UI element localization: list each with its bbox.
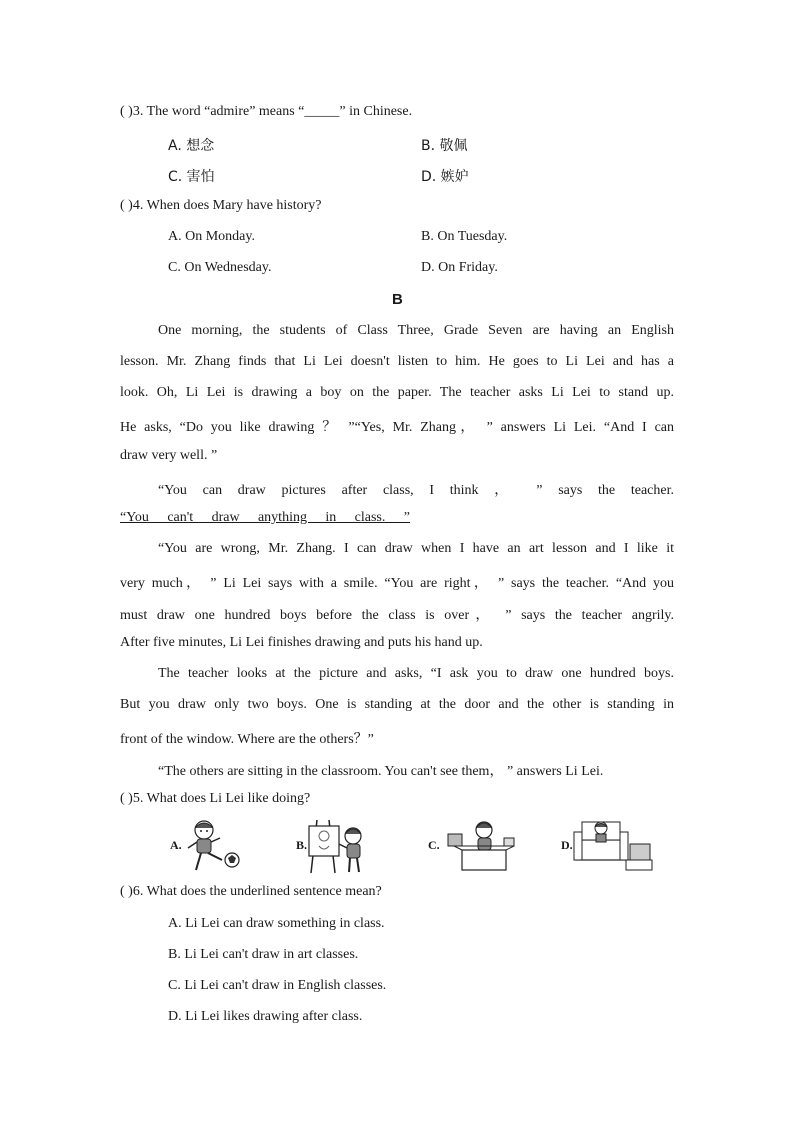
picture-label-c: C. bbox=[428, 838, 440, 852]
passage-line: very much， ” Li Lei says with a smile. “You are right， ” says the teacher. “And you bbox=[120, 576, 674, 591]
boy-playing-football-picture[interactable] bbox=[182, 818, 266, 874]
q6-option-c: C. Li Lei can't draw in English classes. bbox=[168, 978, 387, 993]
question-5 bbox=[120, 791, 310, 807]
underlined-sentence: “You can't draw anything in class. ” bbox=[120, 510, 410, 525]
picture-label-d: D. bbox=[561, 838, 573, 852]
question-text: 6. What does the underlined sentence mean? bbox=[132, 884, 382, 899]
q3-option-c: C. 害怕 bbox=[168, 169, 215, 185]
answer-paren[interactable]: ( ) bbox=[120, 884, 133, 899]
q3-option-a: A. 想念 bbox=[168, 138, 215, 154]
q3-option-d: D. 嫉妒 bbox=[421, 169, 469, 185]
q6-option-b: B. Li Lei can't draw in art classes. bbox=[168, 947, 359, 962]
passage-line: The teacher looks at the picture and asks, “I ask you to draw one hundred boys. bbox=[158, 666, 674, 681]
boy-using-computer-picture[interactable] bbox=[442, 818, 526, 874]
answer-paren[interactable]: ( ) bbox=[120, 198, 133, 213]
question-6 bbox=[120, 884, 382, 900]
passage-line: After five minutes, Li Lei finishes drawing and puts his hand up. bbox=[120, 635, 483, 650]
picture-label-b: B. bbox=[296, 838, 308, 852]
q4-option-c: C. On Wednesday. bbox=[168, 260, 272, 275]
passage-line: “You can draw pictures after class, I think ， ” says the teacher. bbox=[158, 483, 674, 498]
passage-line: “The others are sitting in the classroom. You can't see them， ” answers Li Lei. bbox=[158, 764, 604, 779]
passage-line: He asks, “Do you like drawing ？ ”“Yes, Mr. Zhang， ” answers Li Lei. “And I can bbox=[120, 420, 674, 435]
q6-option-d: D. Li Lei likes drawing after class. bbox=[168, 1009, 363, 1024]
boy-drawing-at-easel-picture[interactable] bbox=[307, 818, 391, 874]
question-3 bbox=[120, 104, 412, 120]
passage-line: One morning, the students of Class Three, Grade Seven are having an English bbox=[158, 323, 674, 338]
passage-line: front of the window. Where are the others？” bbox=[120, 732, 374, 747]
passage-line: must draw one hundred boys before the class is over， ” says the teacher angrily. bbox=[120, 608, 674, 623]
question-text: 5. What does Li Lei like doing? bbox=[132, 791, 311, 806]
q4-option-d: D. On Friday. bbox=[421, 260, 498, 275]
passage-line: draw very well. ” bbox=[120, 448, 218, 463]
passage-line: look. Oh, Li Lei is drawing a boy on the paper. The teacher asks Li Lei to stand up. bbox=[120, 385, 674, 400]
q4-option-a: A. On Monday. bbox=[168, 229, 255, 244]
passage-line: lesson. Mr. Zhang finds that Li Lei doesn't listen to him. He goes to Li Lei and has a bbox=[120, 354, 674, 369]
question-text: 4. When does Mary have history? bbox=[132, 198, 322, 213]
question-text: 3. The word “admire” means “_____” in Chinese. bbox=[132, 104, 413, 119]
q4-option-b: B. On Tuesday. bbox=[421, 229, 508, 244]
boy-watching-tv-picture[interactable] bbox=[572, 818, 656, 874]
section-heading: B bbox=[392, 291, 403, 308]
answer-paren[interactable]: ( ) bbox=[120, 104, 133, 119]
picture-label-a: A. bbox=[170, 838, 182, 852]
q3-option-b: B. 敬佩 bbox=[421, 138, 468, 154]
q6-option-a: A. Li Lei can draw something in class. bbox=[168, 916, 385, 931]
answer-paren[interactable]: ( ) bbox=[120, 791, 133, 806]
passage-line: “You are wrong, Mr. Zhang. I can draw when I have an art lesson and I like it bbox=[158, 541, 674, 556]
question-4 bbox=[120, 198, 322, 214]
passage-line: But you draw only two boys. One is standing at the door and the other is standing in bbox=[120, 697, 674, 712]
